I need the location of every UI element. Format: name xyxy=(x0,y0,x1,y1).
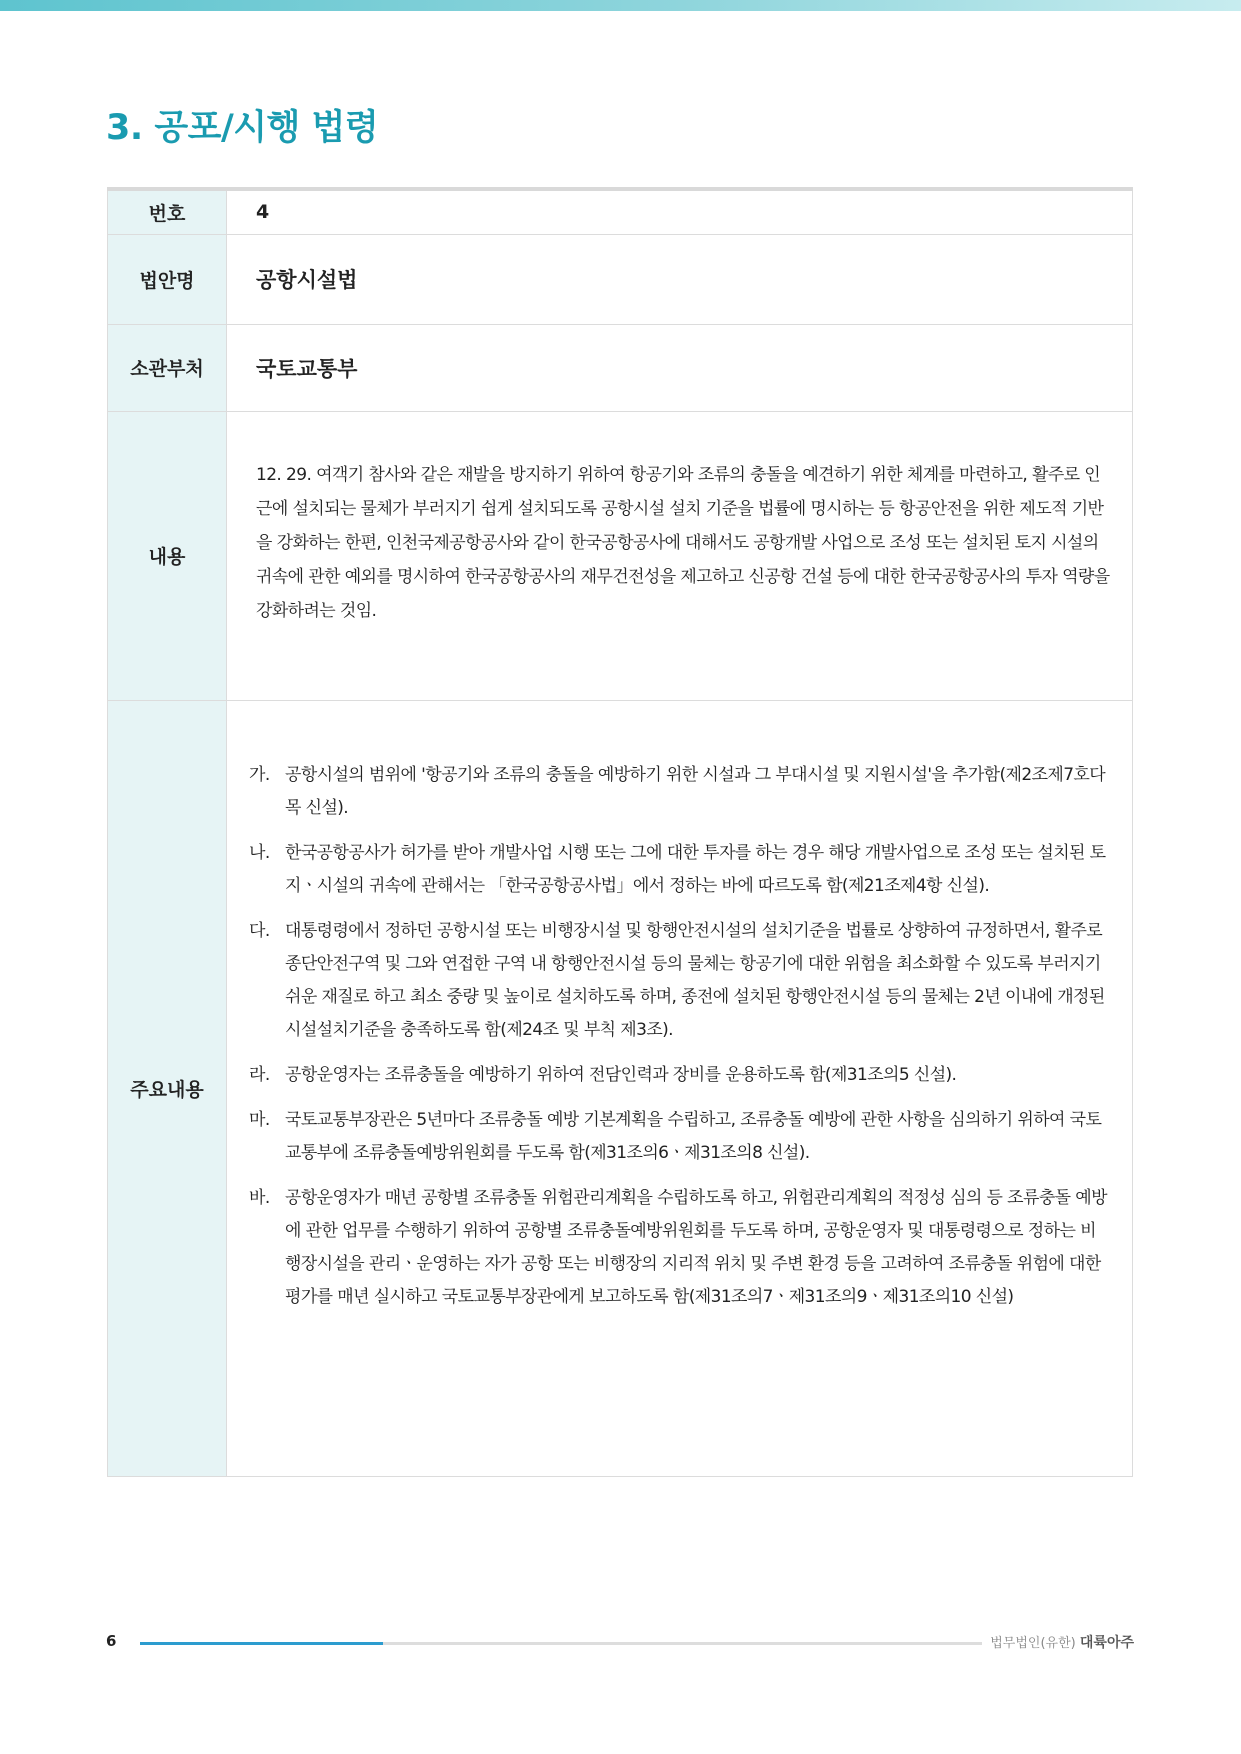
list-item xyxy=(249,915,1110,1047)
content-value: 12. 29. 여객기 참사와 같은 재발을 방지하기 위하여 항공기와 조류의 충돌을 예견하기 위한 체계를 마련하고, 활주로 인근에 설치되는 물체가 부러지기 쉽게 설치되도록 공항시설 설치 기준을 법률에 명시하는 등 항공안전을 위한 제도적 기반을 강화하는 한편, 인천국제공항공사와 같이 한국공항공사에 대해서도 공항개발 사업으로 조성 또는 설치된 토지 시설의 귀속에 관한 예외를 명시하여 한국공항공사의 재무건전성을 제고하고 신공항 건설 등에 대한 한국공항공사의 투자 역량을 강화하려는 것임. xyxy=(227,411,1133,700)
firm-prefix: 법무법인(유한) xyxy=(990,1636,1076,1651)
table-row-main-content xyxy=(108,700,1133,1476)
list-item-text: 한국공항공사가 허가를 받아 개발사업 시행 또는 그에 대한 투자를 하는 경우 해당 개발사업으로 조성 또는 설치된 토지ㆍ시설의 귀속에 관해서는 「한국공항공사법」에서 정하는 바에 따르도록 함(제21조제4항 신설). xyxy=(285,842,1106,896)
law-name-label: 법안명 xyxy=(108,234,227,324)
footer-progress-fill xyxy=(140,1642,383,1645)
table-row-law-name xyxy=(108,234,1133,324)
list-item-text: 대통령령에서 정하던 공항시설 또는 비행장시설 및 항행안전시설의 설치기준을 법률로 상향하여 규정하면서, 활주로 종단안전구역 및 그와 연접한 구역 내 항행안전시설 등의 물체는 항공기에 대한 위험을 최소화할 수 있도록 부러지기 쉬운 재질로 하고 최소 중량 및 높이로 설치하도록 하며, 종전에 설치된 항행안전시설 등의 물체는 2년 이내에 개정된 시설설치기준을 충족하도록 함(제24조 및 부칙 제3조). xyxy=(285,920,1105,1040)
main-content-list xyxy=(249,759,1110,1314)
list-item-text: 공항운영자는 조류충돌을 예방하기 위하여 전담인력과 장비를 운용하도록 함(제31조의5 신설). xyxy=(285,1064,957,1085)
firm-name xyxy=(990,1632,1134,1652)
number-value: 4 xyxy=(227,189,1133,234)
list-item-marker: 바. xyxy=(249,1187,270,1208)
list-item xyxy=(249,759,1110,825)
number-label: 번호 xyxy=(108,189,227,234)
list-item-marker: 나. xyxy=(249,842,270,863)
firm-name-text: 대륙아주 xyxy=(1079,1635,1134,1651)
main-content-cell xyxy=(227,700,1133,1476)
list-item-text: 국토교통부장관은 5년마다 조류충돌 예방 기본계획을 수립하고, 조류충돌 예방에 관한 사항을 심의하기 위하여 국토교통부에 조류충돌예방위원회를 두도록 함(제31조의6ㆍ제31조의8 신설). xyxy=(285,1109,1102,1163)
list-item-text: 공항운영자가 매년 공항별 조류충돌 위험관리계획을 수립하도록 하고, 위험관리계획의 적정성 심의 등 조류충돌 예방에 관한 업무를 수행하기 위하여 공항별 조류충돌예방위원회를 두도록 하며, 공항운영자 및 대통령령으로 정하는 비행장시설을 관리ㆍ운영하는 자가 공항 또는 비행장의 지리적 위치 및 주변 환경 등을 고려하여 조류충돌 위험에 대한 평가를 매년 실시하고 국토교통부장관에게 보고하도록 함(제31조의7ㆍ제31조의9ㆍ제31조의10 신설) xyxy=(285,1187,1107,1307)
main-content-label: 주요내용 xyxy=(108,700,227,1476)
law-name-value: 공항시설법 xyxy=(227,234,1133,324)
top-accent-bar xyxy=(0,0,1241,11)
footer-progress-line xyxy=(140,1642,982,1645)
list-item xyxy=(249,1182,1110,1314)
list-item xyxy=(249,1059,1110,1092)
list-item-marker: 마. xyxy=(249,1109,270,1130)
department-value: 국토교통부 xyxy=(227,324,1133,411)
list-item-marker: 다. xyxy=(249,920,270,941)
department-label: 소관부처 xyxy=(108,324,227,411)
section-title: 3. 공포/시행 법령 xyxy=(106,108,379,148)
law-info-table xyxy=(107,187,1133,1477)
list-item-text: 공항시설의 범위에 '항공기와 조류의 충돌을 예방하기 위한 시설과 그 부대시설 및 지원시설'을 추가함(제2조제7호다목 신설). xyxy=(285,764,1106,818)
list-item xyxy=(249,1104,1110,1170)
table-row-department xyxy=(108,324,1133,411)
content-label: 내용 xyxy=(108,411,227,700)
table-row-content xyxy=(108,411,1133,700)
page-number: 6 xyxy=(106,1632,117,1650)
table-row-number xyxy=(108,189,1133,234)
list-item xyxy=(249,837,1110,903)
list-item-marker: 라. xyxy=(249,1064,270,1085)
list-item-marker: 가. xyxy=(249,764,270,785)
